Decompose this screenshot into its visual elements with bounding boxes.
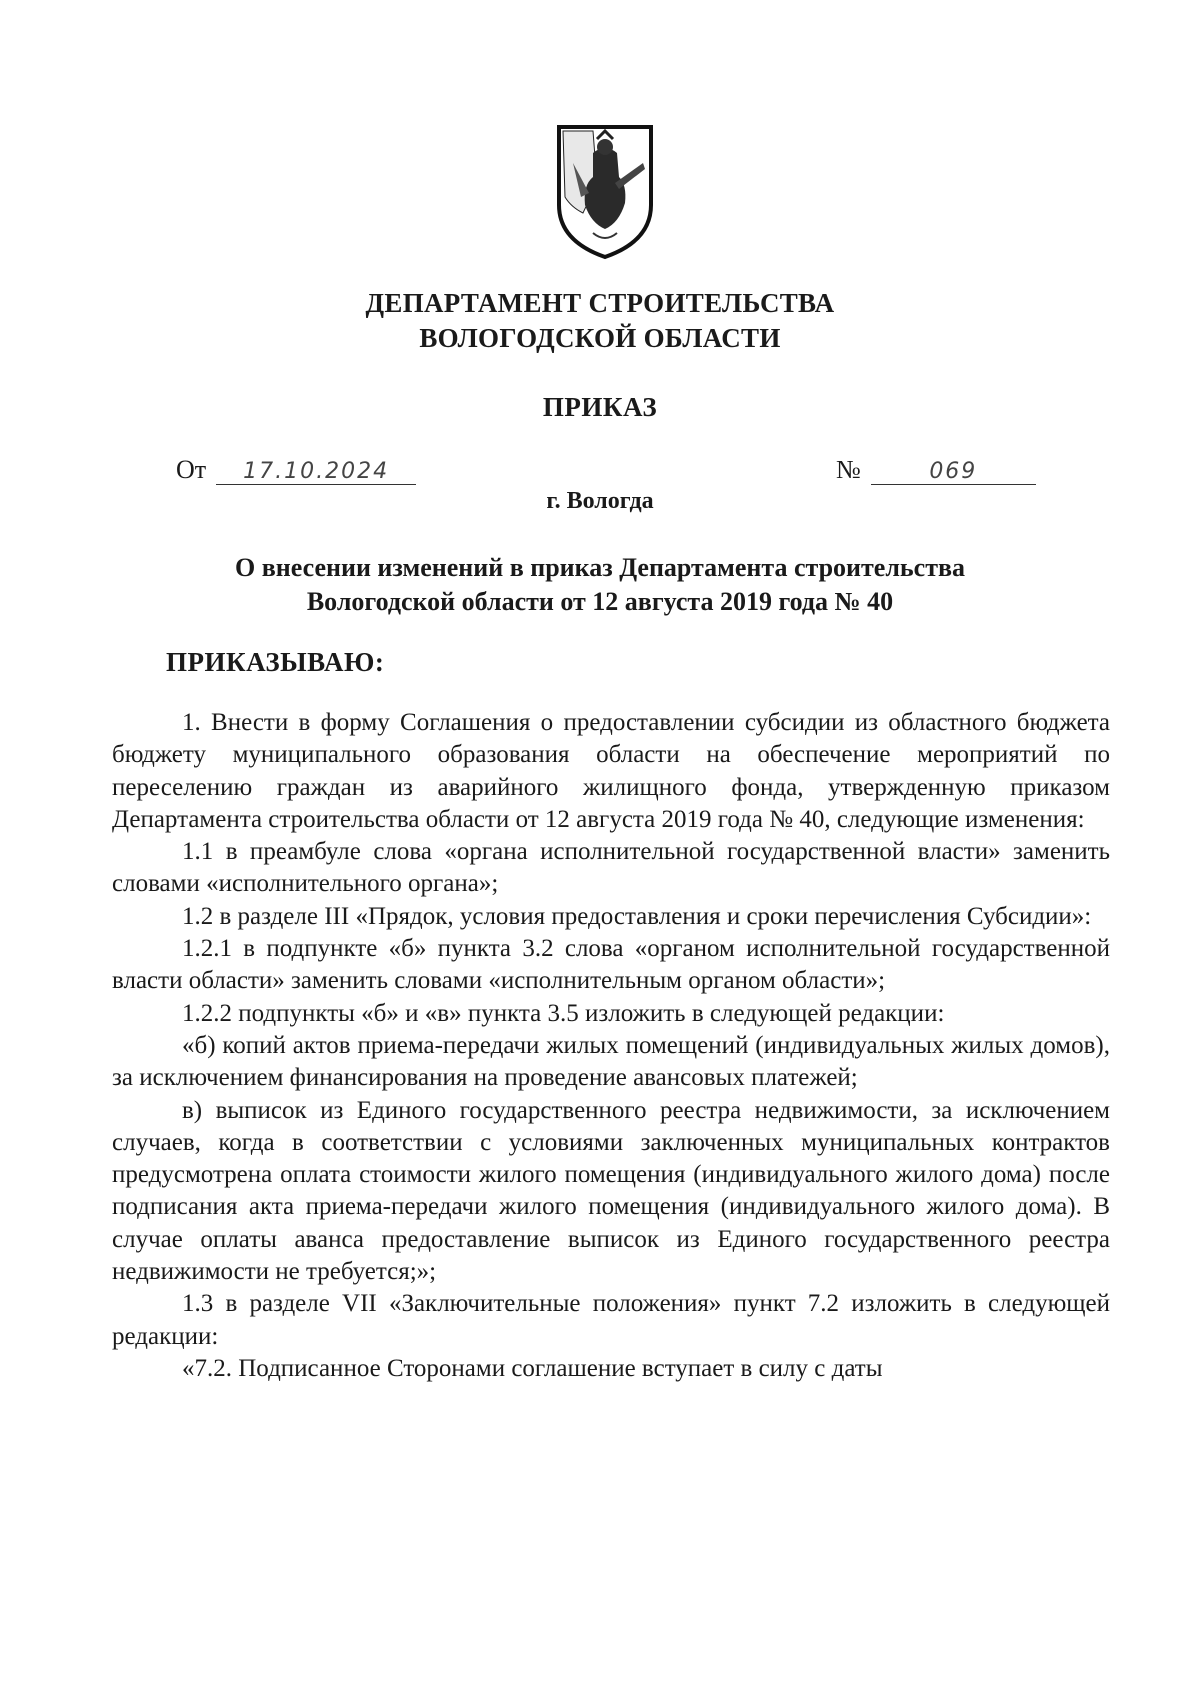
document-body xyxy=(112,707,1110,1385)
paragraph: 1.2.2 подпункты «б» и «в» пункта 3.5 изложить в следующей редакции: xyxy=(182,999,945,1027)
order-subject xyxy=(0,551,1200,619)
date-row xyxy=(176,455,416,485)
department-title xyxy=(0,286,1200,356)
date-label: От xyxy=(176,455,207,484)
date-value: 17.10.2024 xyxy=(216,459,416,485)
paragraph: 1.2.1 в подпункте «б» пункта 3.2 слова «органом исполнительной государственной власти области» заменить словами «исполнительным органом области»; xyxy=(112,935,1110,995)
subject-line-2: Вологодской области от 12 августа 2019 года № 40 xyxy=(306,587,894,616)
coat-of-arms-icon xyxy=(553,123,657,261)
paragraph: «б) копий актов приема-передачи жилых помещений (индивидуальных жилых домов), за исключением финансирования на проведение авансовых платежей; xyxy=(112,1031,1110,1092)
paragraph: 1.2 в разделе III «Прядок, условия предоставления и сроки перечисления Субсидии»: xyxy=(182,902,1092,930)
city: г. Вологда xyxy=(546,488,654,514)
order-directive: ПРИКАЗЫВАЮ: xyxy=(166,647,385,677)
paragraph: 1.3 в разделе VII «Заключительные положения» пункт 7.2 изложить в следующей редакции: xyxy=(112,1290,1110,1350)
department-line-1: ДЕПАРТАМЕНТ СТРОИТЕЛЬСТВА xyxy=(365,288,835,318)
paragraph: 1.1 в преамбуле слова «органа исполнительной государственной власти» заменить словами «исполнительного органа»; xyxy=(112,838,1110,898)
subject-line-1: О внесении изменений в приказ Департамента строительства xyxy=(234,553,966,582)
paragraph: 1. Внести в форму Соглашения о предоставлении субсидии из областного бюджета бюджету муниципального образования области на обеспечение мероприятий по переселению граждан из аварийного жилищного фонда, утвержденную приказом Департамента строительства области от 12 августа 2019 года № 40, следующие изменения: xyxy=(112,709,1110,833)
department-line-2: ВОЛОГОДСКОЙ ОБЛАСТИ xyxy=(419,323,781,353)
number-row xyxy=(836,455,1036,485)
paragraph: «7.2. Подписанное Сторонами соглашение вступает в силу с даты xyxy=(182,1354,883,1382)
paragraph: в) выписок из Единого государственного реестра недвижимости, за исключением случаев, когда в соответствии с условиями заключенных муниципальных контрактов предусмотрена оплата стоимости жилого помещения (индивидуального жилого дома) после подписания акта приема-передачи жилого помещения (индивидуального жилого дома). В случае оплаты аванса предоставление выписок из Единого государственного реестра недвижимости не требуется;»; xyxy=(112,1096,1110,1286)
number-label: № xyxy=(836,455,861,484)
document-type: ПРИКАЗ xyxy=(542,392,658,422)
number-value: 069 xyxy=(871,459,1036,485)
